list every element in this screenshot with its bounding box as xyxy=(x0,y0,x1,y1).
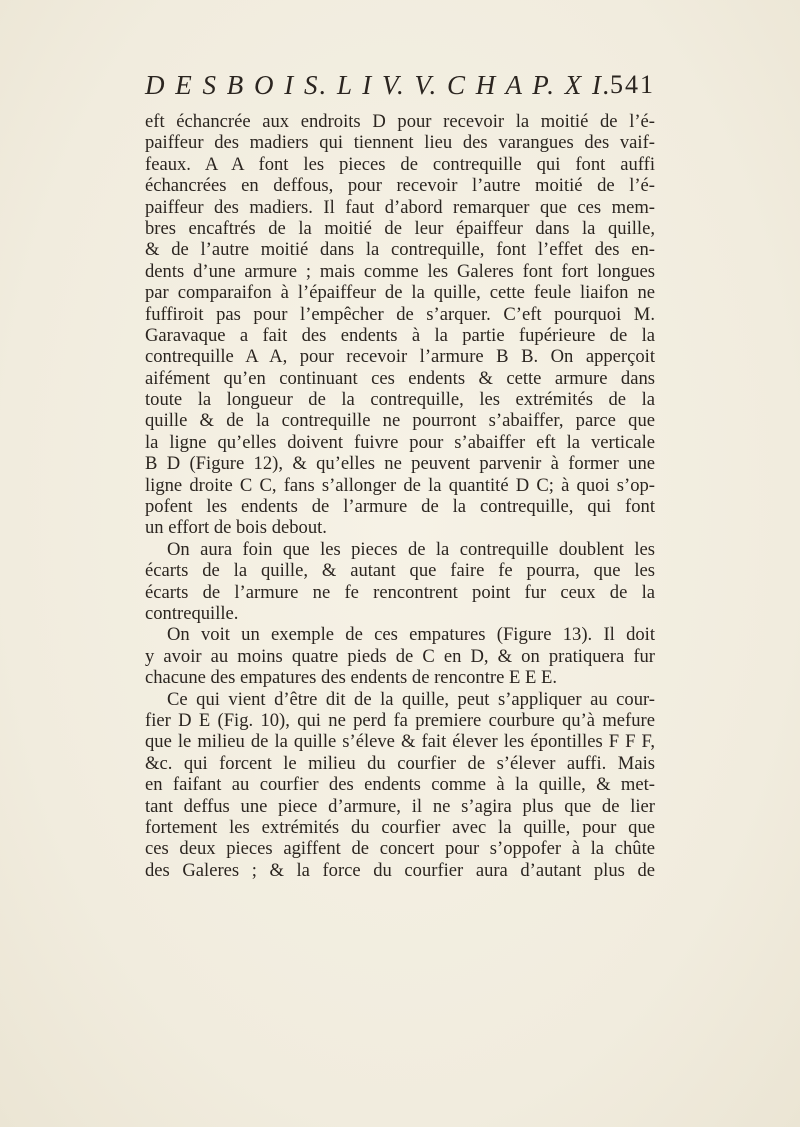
text-line: toute la longueur de la contrequille, les extrémités de la xyxy=(145,389,655,411)
text-line: B D (Figure 12), & qu’elles ne peuvent parvenir à former une xyxy=(145,453,655,475)
text-line: bres encaftrés de la moitié de leur épaiffeur dans la quille, xyxy=(145,217,655,239)
text-line: ces deux pieces agiffent de concert pour s’oppofer à la chûte xyxy=(145,838,655,860)
text-line: Ce qui vient d’être dit de la quille, peut s’appliquer au cour- xyxy=(167,688,655,710)
text-line: un effort de bois debout. xyxy=(145,517,327,539)
text-line: dents d’une armure ; mais comme les Galeres font fort longues xyxy=(145,260,655,282)
text-line: la ligne qu’elles doivent fuivre pour s’abaiffer eft la verticale xyxy=(145,431,655,453)
running-head-title: D E S B O I S. L I V. V. C H A P. X I. xyxy=(145,70,612,100)
text-line: fortement les extrémités du courfier avec la quille, pour que xyxy=(145,816,655,838)
text-line: échancrées en deffous, pour recevoir l’autre moitié de l’é- xyxy=(145,175,655,197)
text-line: paiffeur des madiers. Il faut d’abord remarquer que ces mem- xyxy=(145,196,655,218)
text-line: chacune des empatures des endents de rencontre E E E. xyxy=(145,667,557,689)
text-line: fuffiroit pas pour l’empêcher de s’arquer. C’eft pourquoi M. xyxy=(145,303,655,325)
text-line: que le milieu de la quille s’éleve & fait élever les épontilles F F F, xyxy=(145,731,655,753)
text-line: ligne droite C C, fans s’allonger de la quantité D C; à quoi s’op- xyxy=(145,474,655,496)
running-head xyxy=(145,70,655,100)
text-line: contrequille. xyxy=(145,602,239,624)
text-line: fier D E (Fig. 10), qui ne perd fa premiere courbure qu’à mefure xyxy=(145,709,655,731)
text-line: quille & de la contrequille ne pourront s’abaiffer, parce que xyxy=(145,410,655,432)
text-line: écarts de la quille, & autant que faire fe pourra, que les xyxy=(145,560,655,582)
text-line: &c. qui forcent le milieu du courfier de s’élever auffi. Mais xyxy=(145,752,655,774)
text-line: & de l’autre moitié dans la contrequille, font l’effet des en- xyxy=(145,239,655,261)
text-line: Garavaque a fait des endents à la partie fupérieure de la xyxy=(145,324,655,346)
text-line: feaux. A A font les pieces de contrequille qui font auffi xyxy=(145,153,655,175)
text-line: écarts de l’armure ne fe rencontrent point fur ceux de la xyxy=(145,581,655,603)
text-line: On voit un exemple de ces empatures (Figure 13). Il doit xyxy=(167,624,655,646)
text-line: tant deffus une piece d’armure, il ne s’agira plus que de lier xyxy=(145,795,655,817)
text-line: pofent les endents de l’armure de la contrequille, qui font xyxy=(145,496,655,518)
page-number: 541 xyxy=(610,70,655,99)
text-line: eft échancrée aux endroits D pour recevoir la moitié de l’é- xyxy=(145,111,655,132)
text-line: y avoir au moins quatre pieds de C en D, & on pratiquera fur xyxy=(145,645,655,667)
text-line: paiffeur des madiers qui tiennent lieu des varangues des vaif- xyxy=(145,132,655,154)
text-line: en faifant au courfier des endents comme à la quille, & met- xyxy=(145,774,655,796)
text-line: par comparaifon à l’épaiffeur de la quille, cette feule liaifon ne xyxy=(145,282,655,304)
body-text xyxy=(145,111,655,881)
text-line: contrequille A A, pour recevoir l’armure B B. On apperçoit xyxy=(145,346,655,368)
text-line: des Galeres ; & la force du courfier aura d’autant plus de xyxy=(145,859,655,881)
text-line: On aura foin que les pieces de la contrequille doublent les xyxy=(167,538,655,560)
text-line: aifément qu’en continuant ces endents & cette armure dans xyxy=(145,367,655,389)
